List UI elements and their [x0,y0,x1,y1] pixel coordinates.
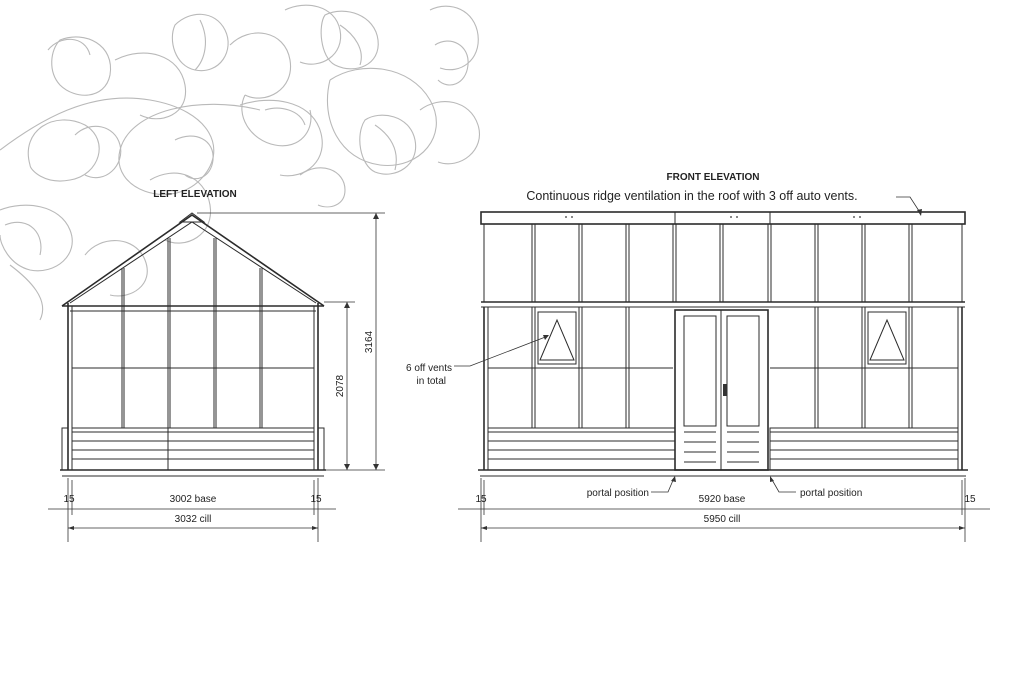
left-cill-right-label: 15 [310,494,322,505]
front-dimensions [458,478,990,542]
front-elevation [478,212,968,476]
front-cill-right-label: 15 [964,494,976,505]
left-cill-label: 3032 cill [174,514,212,525]
front-base-label: 5920 base [698,494,746,505]
front-elevation-title: FRONT ELEVATION [666,172,760,183]
left-height-total-label: 3164 [364,330,375,354]
left-cill-left-label: 15 [63,494,75,505]
front-cill-left-label: 15 [475,494,487,505]
leaf-pattern-decoration [0,5,479,320]
portal-position-right-label: portal position [800,488,863,499]
ridge-ventilation-note: Continuous ridge ventilation in the roof with 3 off auto vents. [526,189,858,203]
vents-note-line2: in total [416,376,446,387]
portal-position-left-label: portal position [586,488,649,499]
front-cill-label: 5950 cill [703,514,741,525]
left-elevation-title: LEFT ELEVATION [153,189,237,200]
vents-note-line1: 6 off vents [406,363,452,374]
front-annotations [454,197,922,492]
left-height-eave-label: 2078 [335,374,346,398]
left-base-label: 3002 base [169,494,217,505]
left-elevation [60,213,326,476]
